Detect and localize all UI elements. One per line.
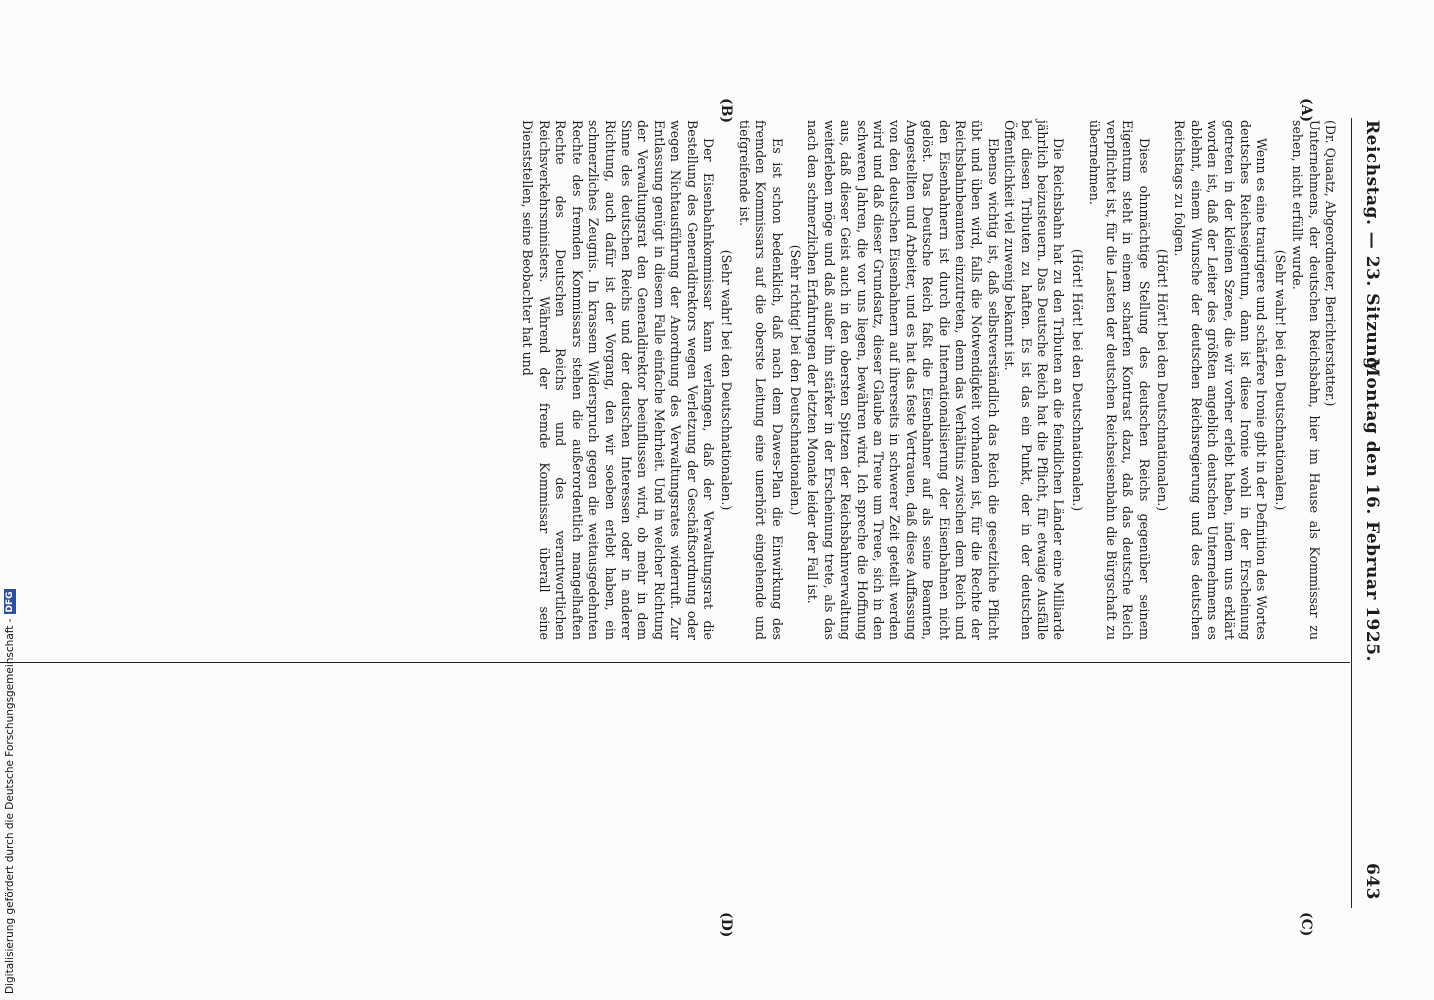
paragraph: Diese ohnmächtige Stellung des deutschen Reichs gegenüber seinem Eigentum steht in einem scharfen Kontrast dazu, daß das deutsche Reich verpflichtet ist, für die Lasten der deutschen Reichseisenbahn die Bürgschaft zu übernehmen. <box>1087 120 1152 640</box>
paragraph: Unternehmens, der deutschen Reichsbahn, hier im Hause als Kommissar zu sehen, nicht erfüllt wurde. <box>1290 120 1322 640</box>
paragraph: Es ist schon bedenklich, daß nach dem Dawes-Plan die Einwirkung des fremden Kommissars auf die oberste Leitung eine unerhört eingehende und tiefgreifende ist. <box>736 120 785 640</box>
paragraph: Ebenso wichtig ist, daß selbstverständlich das Reich die gesetzliche Pflicht übt und üben wird, falls die Notwendigkeit vorhanden ist, für die Rechte der Reichsbahnbeamten einzutreten, denn das Verhältnis zwischen dem Reich und den Eisenbahnern ist durch die Internationalisierung der Eisenbahnen nicht gelöst. Das Deutsche Reich faßt die Eisenbahner auf als seine Beamten, Angestellten und Arbeiter, und es hat das feste Vertrauen, daß diese Auffassung von den deutschen Eisenbahnern auf ihrerseits in schwerer Zeit geteilt werden wird und daß dieser Grundsatz, dieser Glaube an Treue um Treue, sich in den schweren Jahren, die vor uns liegen, bewähren wird. Ich spreche die Hoffnung aus, daß dieser Geist auch in den obersten Spitzen der Reichsbahnverwaltung weiterleben möge und daß außer ihn stärker in der Erscheinung trete, als das nach den schmerzlichen Erfahrungen der letzten Monate leider der Fall ist. <box>805 120 1001 640</box>
page-header <box>1354 120 1382 900</box>
page-number: 643 <box>1362 863 1382 900</box>
header-rule <box>1351 118 1352 908</box>
margin-letter-d: (D) <box>718 912 734 938</box>
interjection: (Sehr wahr! bei den Deutschnationalen.) <box>719 249 735 511</box>
interjection: (Sehr richtig! bei den Deutschnationalen.) <box>788 244 803 516</box>
column-divider <box>0 662 1350 663</box>
digitization-credit <box>4 589 16 994</box>
paragraph: Die Reichsbahn hat zu den Tributen an die feindlichen Länder eine Milliarde jährlich beizusteuern. Das Deutsche Reich hat die Pflicht, für etwaige Ausfälle bei diesen Tributen zu haften. Es ist das ein Punkt, der in der deutschen Öffentlichkeit viel zuwenig bekannt ist. <box>1002 120 1067 640</box>
left-column <box>519 120 1338 640</box>
margin-letter-b: (B) <box>718 98 734 124</box>
paragraph: Wenn es eine traurigere und schärfere Ironie gibt in der Definition des Wortes deutsches Reichseigentum, dann ist diese Ironie wohl in der Erscheinung getreten in der kleinen Szene, die wir vorher erlebt haben, indem uns erklärt worden ist, daß der Leiter des größten angeblich deutschen Unternehmens es ablehnt, einem Wunsche der deutschen Reichsregierung und des deutschen Reichstags zu folgen. <box>1172 120 1270 640</box>
margin-letter-a: (A) <box>1298 98 1314 123</box>
interjection: (Hört! Hört! bei den Deutschnationalen.) <box>1154 248 1170 512</box>
dfg-logo: DFG <box>5 591 15 613</box>
speaker-line: (Dr. Quaatz, Abgeordneter, Berichterstatter.) <box>1323 120 1338 407</box>
paragraph: Der Eisenbahnkommissar kann verlangen, daß der Verwaltungsrat die Bestellung des Generaldirektors wegen Verletzung der Geschäftsordnung oder wegen Nichtausführung der Anordnung des Verwaltungsrates widerruft. Zur Entlassung genügt in diesem Falle einfache Mehrheit. Und in welcher Richtung der Verwaltungsrat den Generaldirektor beeinflussen wird, ob mehr in dem Sinne des deutschen Reichs und der deutschen Interessen oder in anderer Richtung, auch dafür ist der Vorgang, den wir soeben erlebt haben, ein schmerzliches Zeugnis. In krassem Widerspruch gegen die weitausgedehnten Rechte des fremden Kommissars stehen die außerordentlich mangelhaften Rechte des Deutschen Reichs und des verantwortlichen Reichsverkehrsministers. Während der fremde Kommissar überall seine Dienststellen, seine Beobachter hat und <box>520 120 716 640</box>
credit-text: Digitalisierung gefördert durch die Deutsche Forschungsgemeinschaft - <box>4 618 16 994</box>
margin-letter-c: (C) <box>1298 912 1314 937</box>
interjection: (Hört! Hört! bei den Deutschnationalen.) <box>1069 248 1085 512</box>
interjection: (Sehr wahr! bei den Deutschnationalen.) <box>1272 249 1288 511</box>
header-center: Montag den 16. Februar 1925. <box>1362 358 1382 662</box>
header-left: Reichstag. — 23. Sitzung. <box>1362 120 1382 376</box>
